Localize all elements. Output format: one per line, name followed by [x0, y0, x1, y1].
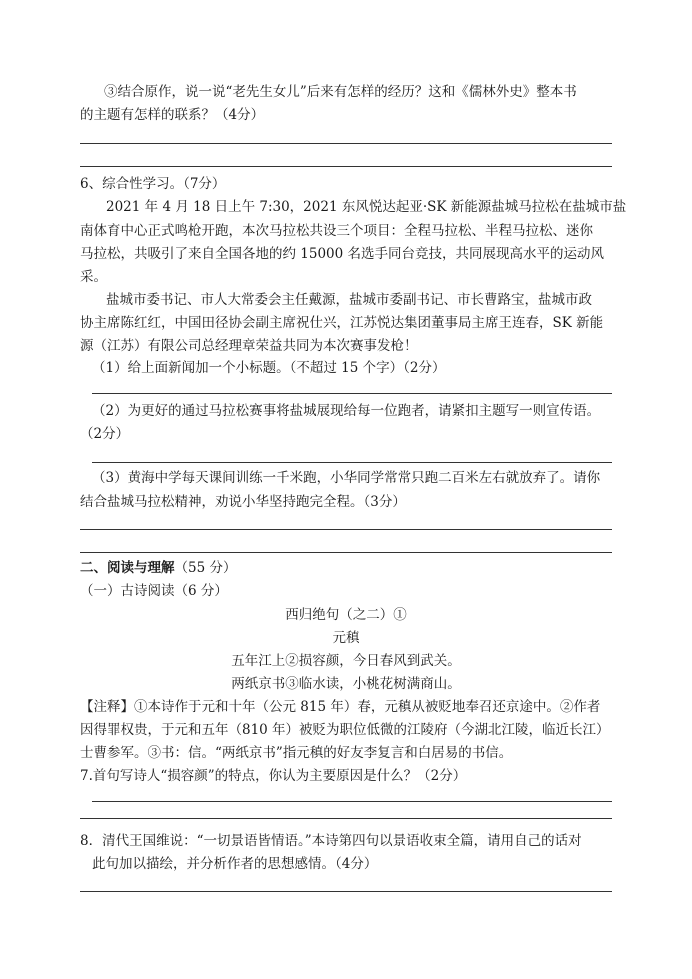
poem-line-2: 两纸京书③临水读，小桃花树满商山。	[231, 676, 461, 692]
question-6-sub-3-line-2: 结合盐城马拉松精神，劝说小华坚持跑完全程。（3分）	[80, 494, 406, 510]
question-3-line-1: ③结合原作，说一说“老先生女儿”后来有怎样的经历？这和《儒林外史》整本书	[104, 84, 577, 100]
section-2-sub-heading: （一）古诗阅读（6 分）	[80, 583, 228, 599]
news-paragraph-1-line-1: 2021 年 4 月 18 日上午 7:30，2021 东风悦达起亚·SK 新能源盐城马拉松在盐城市盐	[106, 199, 627, 215]
answer-line	[80, 552, 612, 553]
question-6-sub-1: （1）给上面新闻加一个小标题。（不超过 15 个字）（2分）	[92, 360, 446, 376]
poem-line-1: 五年江上②损容颜，今日春风到武关。	[231, 653, 461, 669]
poem-title: 西归绝句（之二）①	[285, 607, 407, 623]
answer-line	[80, 166, 612, 167]
answer-line	[80, 529, 612, 530]
news-paragraph-2-line-1: 盐城市委书记、市人大常委会主任戴源，盐城市委副书记、市长曹路宝，盐城市政	[106, 292, 592, 308]
poem-author: 元稹	[332, 630, 360, 646]
answer-line	[92, 462, 612, 463]
news-paragraph-1-line-3: 马拉松，共吸引了来自全国各地的约 15000 名选手同台竞技，共同展现高水平的运动风	[80, 246, 605, 262]
question-8-line-2: 此句加以描绘，并分析作者的思想感情。（4分）	[92, 856, 378, 872]
question-6-sub-2-line-2: （2分）	[80, 426, 130, 442]
section-2-heading-title: 二、阅读与理解	[80, 560, 175, 576]
question-8-line-1: 8．清代王国维说：“一切景语皆情语。”本诗第四句以景语收束全篇，请用自己的话对	[80, 833, 582, 849]
answer-line	[80, 818, 612, 819]
question-3-line-2: 的主题有怎样的联系？（4分）	[80, 107, 265, 123]
news-paragraph-1-line-2: 南体育中心正式鸣枪开跑，本次马拉松共设三个项目：全程马拉松、半程马拉松、迷你	[80, 223, 593, 239]
notes-line-1: 【注释】①本诗作于元和十年（公元 815 年）春，元稹从被贬地奉召还京途中。②作者	[80, 699, 601, 715]
question-6-sub-3-line-1: （3）黄海中学每天课间训练一千米跑，小华同学常常只跑二百米左右就放弃了。请你	[92, 470, 601, 486]
answer-line	[92, 393, 612, 394]
question-6-title: 6、综合性学习。（7分）	[80, 176, 226, 192]
notes-line-3: 士曹参军。③书：信。“两纸京书”指元稹的好友李复言和白居易的书信。	[80, 745, 513, 761]
notes-line-2: 因得罪权贵，于元和五年（810 年）被贬为职位低微的江陵府（今湖北江陵，临近长江）	[80, 722, 610, 738]
question-6-sub-2-line-1: （2）为更好的通过马拉松赛事将盐城展现给每一位跑者，请紧扣主题写一则宣传语。	[92, 403, 601, 419]
news-paragraph-1-line-4: 采。	[80, 269, 107, 285]
question-7: 7.首句写诗人“损容颜”的特点，你认为主要原因是什么？（2分）	[80, 768, 467, 784]
section-2-heading	[80, 557, 236, 580]
section-2-heading-score: （55 分）	[174, 560, 237, 576]
answer-line	[80, 891, 612, 892]
answer-line	[92, 801, 612, 802]
news-paragraph-2-line-2: 协主席陈红红，中国田径协会副主席祝仕兴，江苏悦达集团董事局主席王连春，SK 新能	[80, 315, 604, 331]
answer-line	[80, 143, 612, 144]
news-paragraph-2-line-3: 源（江苏）有限公司总经理章荣益共同为本次赛事发枪！	[80, 338, 418, 354]
